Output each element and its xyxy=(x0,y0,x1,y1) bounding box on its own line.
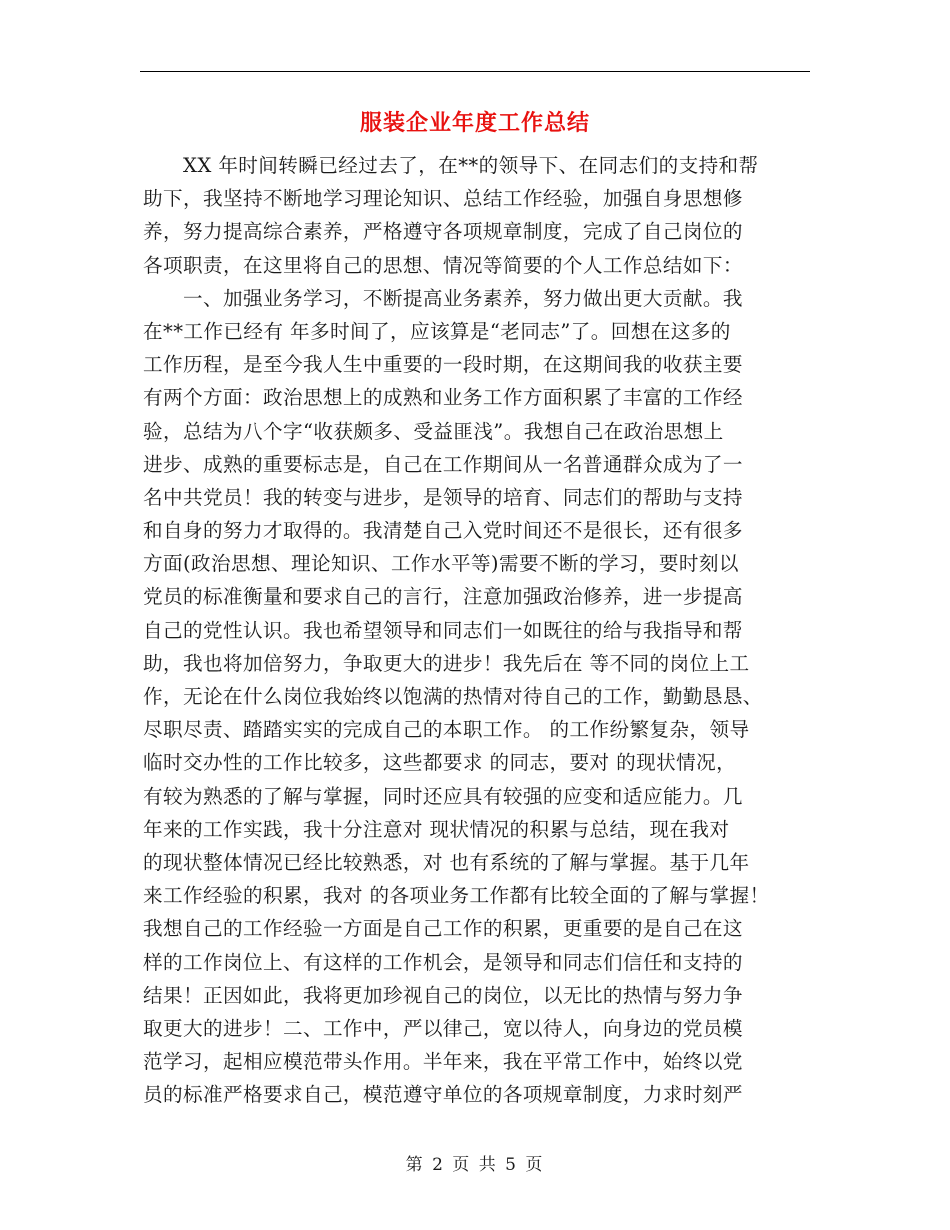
body-line: XX 年时间转瞬已经过去了，在**的领导下、在同志们的支持和帮 xyxy=(143,154,759,177)
body-line: 尽职尽责、踏踏实实的完成自己的本职工作。 的工作纷繁复杂，领导 xyxy=(143,718,750,742)
body-line: 党员的标准衡量和要求自己的言行，注意加强政治修养，进一步提高 xyxy=(143,585,743,609)
body-line: 在**工作已经有 年多时间了，应该算是“老同志”了。回想在这多的 xyxy=(143,319,731,343)
header-rule xyxy=(140,71,810,72)
body-line: 进步、成熟的重要标志是，自己在工作期间从一名普通群众成为了一 xyxy=(143,452,743,476)
body-line: 自己的党性认识。我也希望领导和同志们一如既往的给与我指导和帮 xyxy=(143,618,743,642)
document-body xyxy=(143,149,815,1111)
body-line: 养，努力提高综合素养，严格遵守各项规章制度，完成了自己岗位的 xyxy=(143,220,743,244)
body-line: 一、加强业务学习，不断提高业务素养，努力做出更大贡献。我 xyxy=(143,286,743,310)
body-line: 范学习，起相应模范带头作用。半年来，我在平常工作中，始终以党 xyxy=(143,1050,743,1074)
body-line: 临时交办性的工作比较多，这些都要求 的同志，要对 的现状情况， xyxy=(143,751,737,775)
body-line: 助，我也将加倍努力，争取更大的进步！我先后在 等不同的岗位上工 xyxy=(143,651,750,675)
body-line: 我想自己的工作经验一方面是自己工作的积累，更重要的是自己在这 xyxy=(143,917,743,941)
body-line: 年来的工作实践，我十分注意对 现状情况的积累与总结，现在我对 xyxy=(143,817,730,841)
body-line: 结果！正因如此，我将更加珍视自己的岗位，以无比的热情与努力争 xyxy=(143,983,743,1007)
body-line: 的现状整体情况已经比较熟悉，对 也有系统的了解与掌握。基于几年 xyxy=(143,850,750,874)
body-line: 名中共党员！我的转变与进步，是领导的培育、同志们的帮助与支持 xyxy=(143,485,743,509)
body-line: 验，总结为八个字“收获颇多、受益匪浅”。我想自己在政治思想上 xyxy=(143,419,724,443)
body-line: 员的标准严格要求自己，模范遵守单位的各项规章制度，力求时刻严 xyxy=(143,1083,743,1107)
body-line: 助下，我坚持不断地学习理论知识、总结工作经验，加强自身思想修 xyxy=(143,187,743,211)
body-line: 和自身的努力才取得的。我清楚自己入党时间还不是很长，还有很多 xyxy=(143,519,743,543)
body-line: 有两个方面：政治思想上的成熟和业务工作方面积累了丰富的工作经 xyxy=(143,386,743,410)
body-line: 取更大的进步！二、工作中，严以律己，宽以待人，向身边的党员模 xyxy=(143,1016,743,1040)
body-line: 来工作经验的积累，我对 的各项业务工作都有比较全面的了解与掌握！ xyxy=(143,884,770,908)
body-line: 工作历程，是至今我人生中重要的一段时期，在这期间我的收获主要 xyxy=(143,353,743,377)
body-line: 作，无论在什么岗位我始终以饱满的热情对待自己的工作，勤勤恳恳、 xyxy=(143,685,763,708)
body-line: 样的工作岗位上、有这样的工作机会，是领导和同志们信任和支持的 xyxy=(143,950,743,974)
page-number-footer: 第 2 页 共 5 页 xyxy=(405,1155,545,1175)
body-line: 有较为熟悉的了解与掌握，同时还应具有较强的应变和适应能力。几 xyxy=(143,784,743,808)
document-title: 服装企业年度工作总结 xyxy=(359,111,590,136)
body-line: 各项职责，在这里将自己的思想、情况等简要的个人工作总结如下： xyxy=(143,253,743,277)
body-line: 方面(政治思想、理论知识、工作水平等)需要不断的学习，要时刻以 xyxy=(143,552,739,576)
